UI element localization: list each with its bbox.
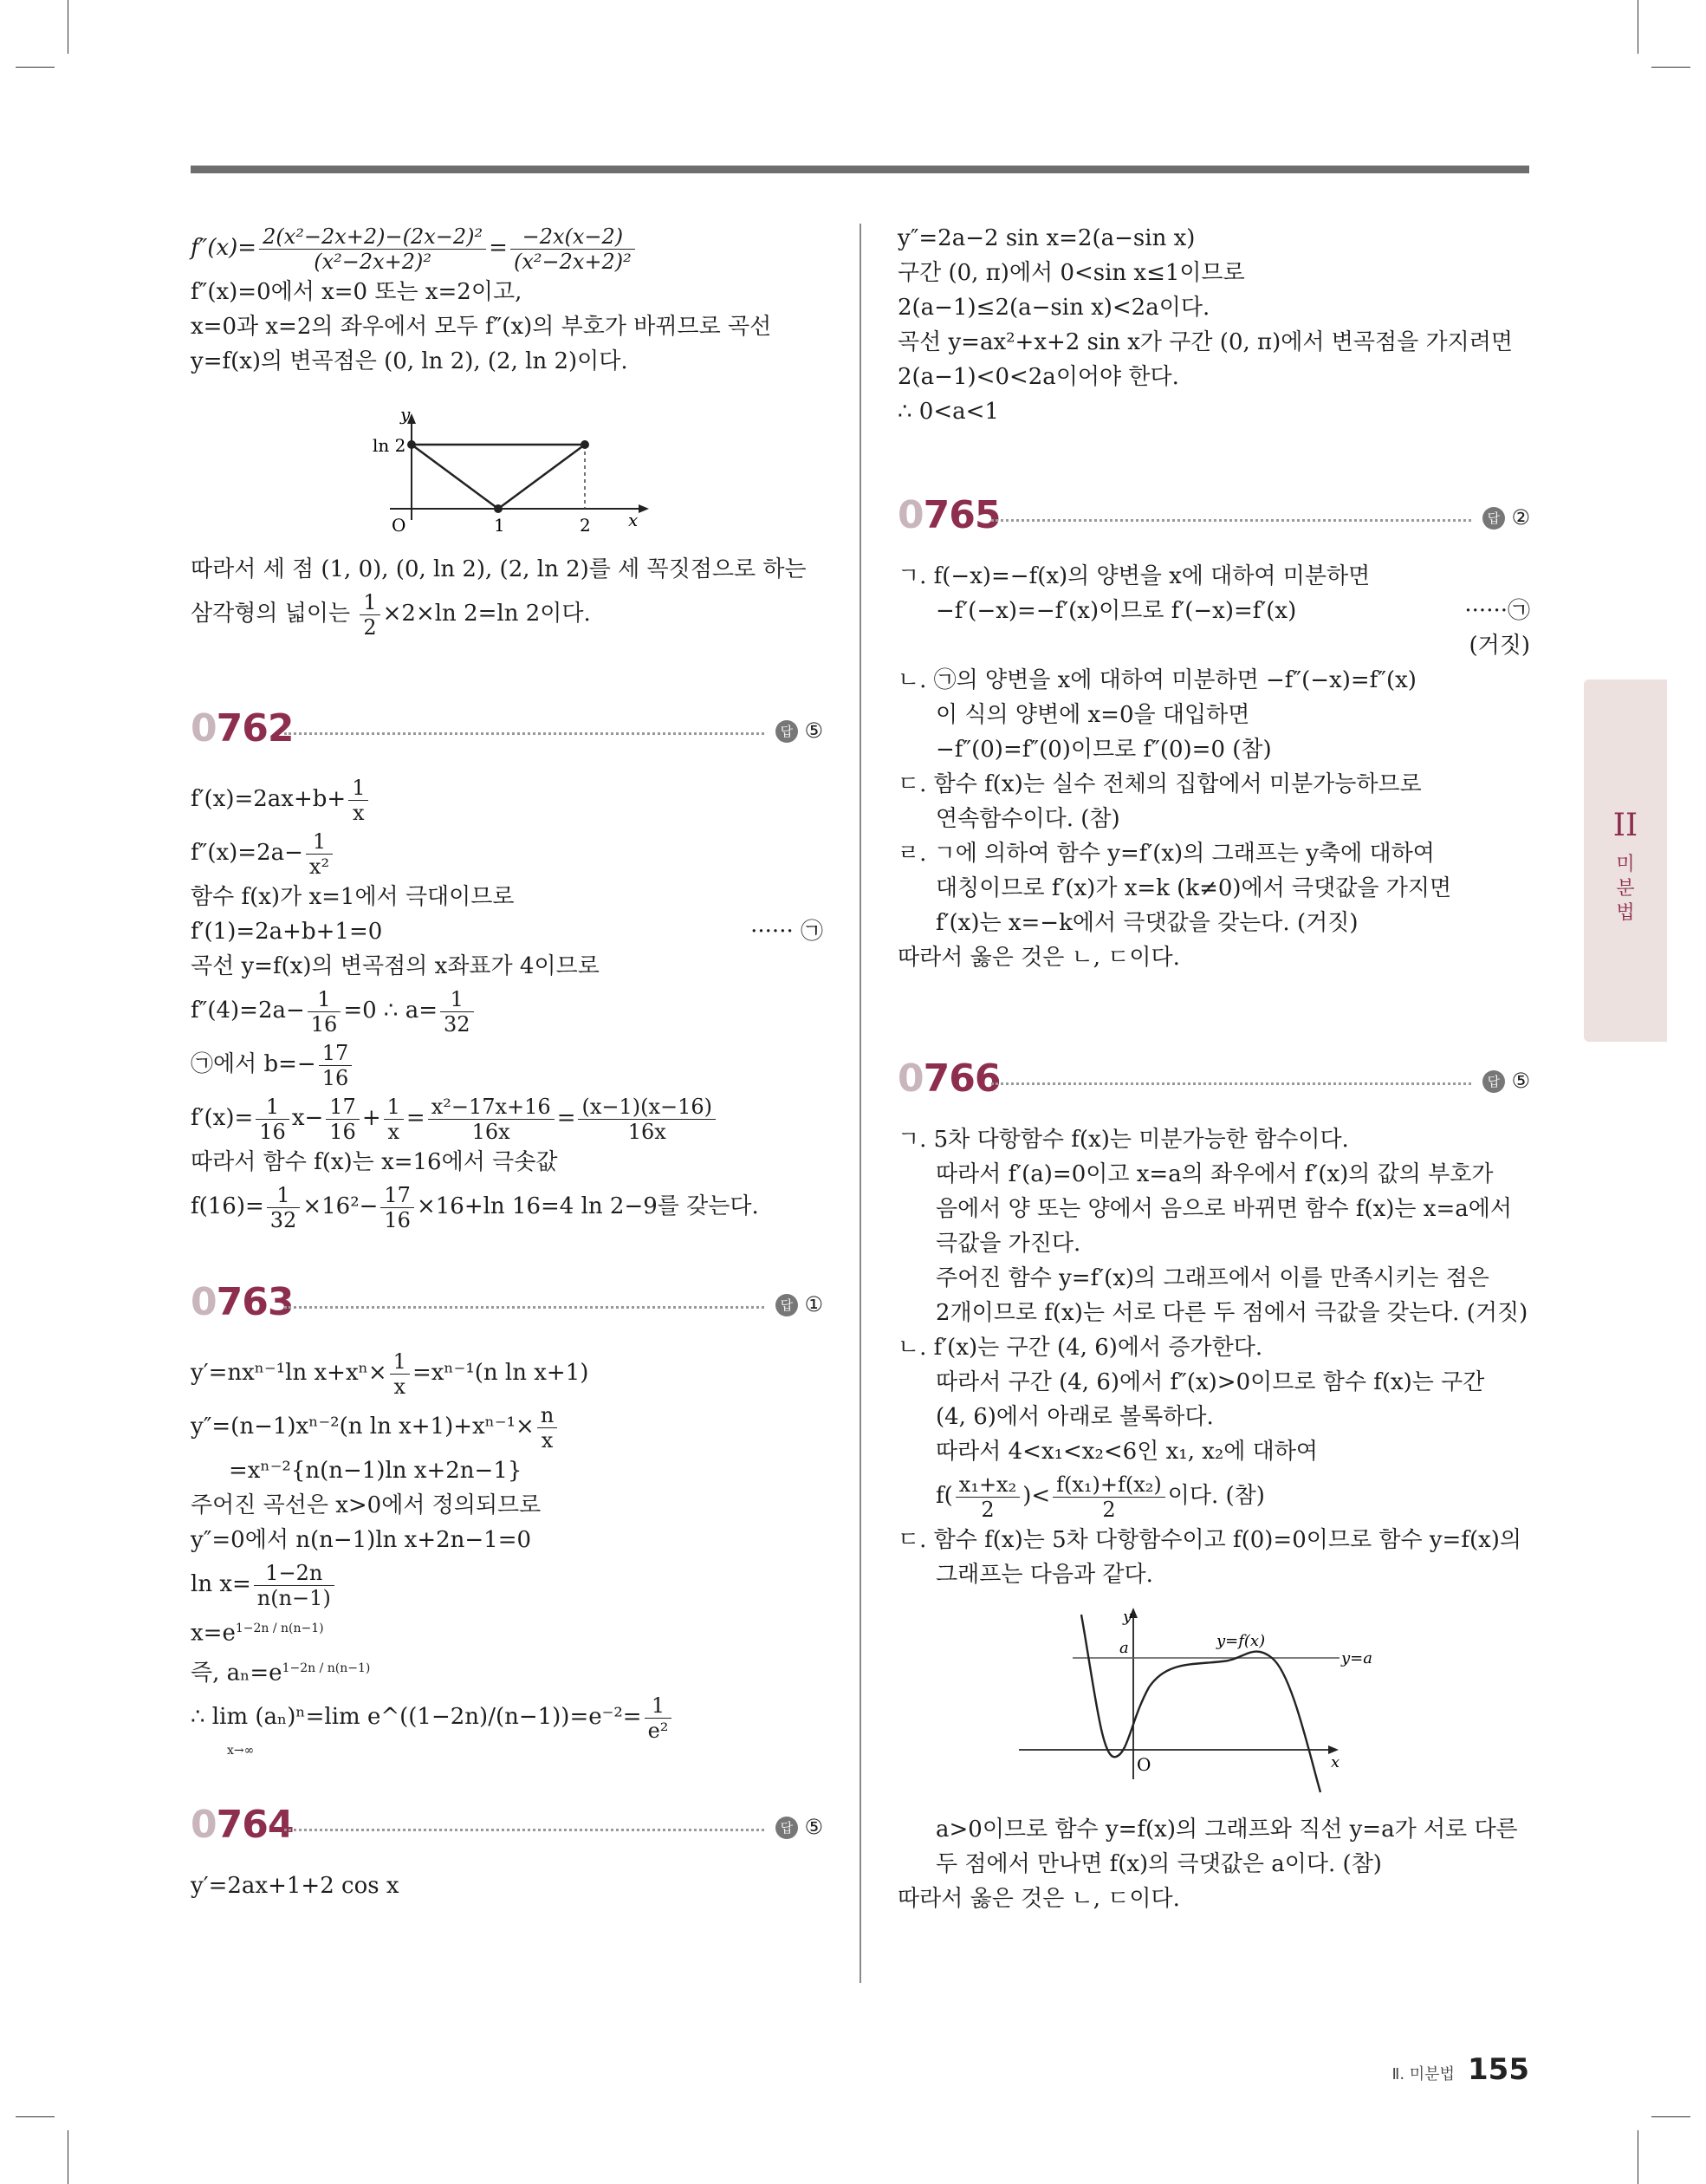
answer: 답 ⑤ xyxy=(775,1815,823,1839)
quintic-curve xyxy=(1081,1615,1320,1792)
limit-subscript: x→∞ xyxy=(227,1744,255,1758)
y-axis-label: y xyxy=(400,404,411,425)
text-line: (4, 6)에서 아래로 볼록하다. xyxy=(936,1404,1214,1430)
crop-mark xyxy=(1651,67,1690,68)
crop-mark xyxy=(1651,2116,1690,2117)
point-2-ln2 xyxy=(581,440,589,449)
text-line: ∴ 0<a<1 xyxy=(898,399,999,425)
text-line: 따라서 옳은 것은 ㄴ, ㄷ이다. xyxy=(898,945,1180,971)
text-line: 함수 f(x)가 x=1에서 극대이므로 xyxy=(191,884,515,910)
text-line: 음에서 양 또는 양에서 음으로 바뀌면 함수 f(x)는 x=a에서 xyxy=(936,1196,1512,1222)
problem-header-0764 xyxy=(191,1799,823,1860)
problem-header-0762 xyxy=(191,703,823,764)
text-line: ㄹ. ㄱ에 의하여 함수 y=f′(x)의 그래프는 y축에 대하여 xyxy=(898,841,1435,867)
text-line: x=0과 x=2의 좌우에서 모두 f″(x)의 부호가 바뀌므로 곡선 xyxy=(191,314,772,340)
right-column xyxy=(898,221,1530,1916)
chapter-title: 미 분 법 xyxy=(1616,854,1635,924)
math-line: ln x= $\frac{1-2n}{n(n-1)}$ xyxy=(191,1557,823,1611)
answer-badge: 답 xyxy=(1482,1070,1505,1093)
tick-1: 1 xyxy=(494,515,505,536)
crop-mark xyxy=(16,67,55,68)
dotted-leader xyxy=(284,1829,764,1831)
answer-badge: 답 xyxy=(1482,507,1505,530)
math-line: y′=nxⁿ⁻¹ln x+xⁿ× $\frac{1}{x}$ =xⁿ⁻¹(n ln x+1) xyxy=(191,1349,589,1399)
footer-chapter-label: Ⅱ. 미분법 xyxy=(1391,2065,1455,2083)
answer: 답 ⑤ xyxy=(775,718,823,743)
math-line: f′(x)=2ax+b+ $\frac{1}{x}$ xyxy=(191,772,823,826)
text-line: 곡선 y=f(x)의 변곡점의 x좌표가 4이므로 xyxy=(191,953,600,979)
text-line: y=f(x)의 변곡점은 (0, ln 2), (2, ln 2)이다. xyxy=(191,348,628,374)
text-line: 곡선 y=ax²+x+2 sin x가 구간 (0, π)에서 변곡점을 가지려면 xyxy=(898,329,1513,355)
answer: 답 ② xyxy=(1482,505,1530,530)
second-derivative-line: f″(x)= $\frac{\text{2(x²−2x+2)−(2x−2)²}}{\text{(x²−2x+2)²}}$ = $\frac{-2x(x-2)}{\text{(x²−2x+2)²}}$ xyxy=(191,221,823,275)
text-line: 따라서 함수 f(x)는 x=16에서 극솟값 xyxy=(191,1149,558,1175)
text-line: 주어진 함수 y=f′(x)의 그래프에서 이를 만족시키는 점은 xyxy=(936,1265,1489,1291)
triangle-graph xyxy=(191,386,823,542)
text-line: ㄴ. f′(x)는 구간 (4, 6)에서 증가한다. xyxy=(898,1335,1263,1361)
ln2-label: ln 2 xyxy=(373,435,406,456)
text-line: 두 점에서 만나면 f(x)의 극댓값은 a이다. (참) xyxy=(936,1851,1382,1877)
text-line: a>0이므로 함수 y=f(x)의 그래프와 직선 y=a가 서로 다른 xyxy=(936,1817,1518,1843)
problem-number: 0762 xyxy=(191,706,294,751)
text-line: ㄱ. 5차 다항함수 f(x)는 미분가능한 함수이다. xyxy=(898,1127,1349,1153)
text-line: 2(a−1)<0<2a이어야 한다. xyxy=(898,364,1179,390)
problem-number: 0763 xyxy=(191,1280,294,1324)
text-line: 따라서 옳은 것은 ㄴ, ㄷ이다. xyxy=(898,1886,1180,1912)
page-number: 155 xyxy=(1468,2052,1529,2087)
math-line: y′=2ax+1+2 cos x xyxy=(191,1873,399,1900)
point-0-ln2 xyxy=(407,440,416,449)
math-line: =xⁿ⁻²{n(n−1)ln x+2n−1} xyxy=(229,1458,522,1484)
problem-number: 0765 xyxy=(898,493,1001,537)
math-line: f′(1)=2a+b+1=0 ······ ㉠ xyxy=(191,919,823,945)
text-line: ㄷ. 함수 f(x)는 실수 전체의 집합에서 미분가능하므로 xyxy=(898,771,1422,797)
dotted-leader xyxy=(284,1306,764,1309)
quintic-graph-svg xyxy=(898,1597,1530,1805)
math-line: ∴ lim (aₙ)ⁿ=lim e^((1−2n)/(n−1))=e⁻²= $\frac{1}{\text{e²}}$ xyxy=(191,1690,823,1744)
text-line: ㄷ. 함수 f(x)는 5차 다항함수이고 f(0)=0이므로 함수 y=f(x)의 xyxy=(898,1527,1522,1553)
text-line: ㄴ. ㉠의 양변을 x에 대하여 미분하면 −f″(−x)=f″(x) xyxy=(898,667,1417,693)
text-line: (거짓) xyxy=(1469,633,1530,659)
problem-number: 0766 xyxy=(898,1056,1001,1101)
x-axis-label: x xyxy=(1331,1753,1340,1771)
text-line: 따라서 4<x₁<x₂<6인 x₁, x₂에 대하여 xyxy=(936,1439,1319,1465)
math-line: y″=(n−1)xⁿ⁻²(n ln x+1)+xⁿ⁻¹× $\frac{n}{x}$ xyxy=(191,1400,823,1453)
text-line: 따라서 f′(a)=0이고 x=a의 좌우에서 f′(x)의 값의 부호가 xyxy=(936,1161,1494,1187)
tick-2: 2 xyxy=(580,515,591,536)
answer-badge: 답 xyxy=(775,1294,798,1316)
crop-mark xyxy=(16,2116,55,2117)
triangle-right-edge xyxy=(498,445,585,509)
math-line: f″(x)=2a− $\frac{1}{\text{x²}}$ xyxy=(191,826,823,880)
answer: 답 ⑤ xyxy=(1482,1069,1530,1093)
math-line: f′(x)= $\frac{1}{16}$ x− $\frac{17}{16}$ + $\frac{1}{x}$ = $\frac{\text{x²−17x+16}}{16x}$ = $\frac{(x-1)(x-16)}{16x}$ xyxy=(191,1091,823,1145)
math-line: f(16)= $\frac{1}{32}$ ×16²− $\frac{17}{16}$ ×16+ln 16=4 ln 2−9를 갖는다. xyxy=(191,1182,759,1232)
x-axis-label: x xyxy=(628,510,639,530)
answer-badge: 답 xyxy=(775,720,798,743)
text-line: 극값을 가진다. xyxy=(936,1231,1081,1257)
dotted-leader xyxy=(991,519,1471,522)
dotted-leader xyxy=(284,732,764,735)
problem-header-0763 xyxy=(191,1277,823,1337)
text-line: 연속함수이다. (참) xyxy=(936,806,1120,832)
column-divider xyxy=(859,224,861,1983)
problem-header-0766 xyxy=(898,1053,1530,1114)
header-rule xyxy=(191,166,1529,173)
x-axis-arrow xyxy=(639,504,649,513)
math-line: f( $\frac{\text{x₁+x₂}}{2}$ )< $\frac{\text{f(x₁)+f(x₂)}}{2}$ 이다. (참) xyxy=(936,1472,1265,1522)
math-line: ㉠에서 b=− $\frac{17}{16}$ xyxy=(191,1037,823,1091)
quintic-graph xyxy=(898,1597,1530,1805)
a-label: a xyxy=(1119,1639,1129,1657)
text-line: f′(x)는 x=−k에서 극댓값을 갖는다. (거짓) xyxy=(936,910,1359,936)
page-footer xyxy=(1391,2052,1529,2087)
triangle-graph-plot xyxy=(191,386,814,542)
text-line: 주어진 곡선은 x>0에서 정의되므로 xyxy=(191,1492,542,1518)
text-line: f″(x)=0에서 x=0 또는 x=2이고, xyxy=(191,279,522,305)
text-line: 구간 (0, π)에서 0<sin x≤1이므로 xyxy=(898,260,1245,286)
text-line: −f″(0)=f″(0)이므로 f″(0)=0 (참) xyxy=(936,737,1272,763)
text-line: 2개이므로 f(x)는 서로 다른 두 점에서 극값을 갖는다. (거짓) xyxy=(936,1300,1528,1326)
answer: 답 ① xyxy=(775,1292,823,1316)
math-line: $x=e^{1-2n / n(n-1)}$ xyxy=(191,1620,324,1647)
chapter-side-tab xyxy=(1584,679,1667,1042)
text-line: 대칭이므로 f′(x)가 x=k (k≠0)에서 극댓값을 가지면 xyxy=(936,875,1452,901)
chapter-roman: II xyxy=(1612,808,1638,843)
left-column xyxy=(191,221,823,1903)
dotted-leader xyxy=(991,1082,1471,1085)
triangle-left-edge xyxy=(412,445,498,509)
math-line: y″=0에서 n(n−1)ln x+2n−1=0 xyxy=(191,1527,532,1553)
point-1-0 xyxy=(494,504,503,513)
text-line: 따라서 구간 (4, 6)에서 f″(x)>0이므로 함수 f(x)는 구간 xyxy=(936,1369,1485,1395)
origin-label: O xyxy=(1137,1754,1151,1775)
text-line: −f′(−x)=−f′(x)이므로 f′(−x)=f′(x) ······㉠ xyxy=(936,598,1530,624)
line-label: y=a xyxy=(1341,1649,1372,1667)
math-line: 즉, $a_n=e^{1-2n / n(n-1)}$ xyxy=(191,1660,371,1687)
text-line: 그래프는 다음과 같다. xyxy=(936,1562,1153,1588)
problem-number: 0764 xyxy=(191,1803,294,1848)
area-line: 삼각형의 넓이는 $\frac{1}{2}$ ×2×ln 2=ln 2이다. xyxy=(191,589,591,640)
curve-label: y=f(x) xyxy=(1216,1632,1266,1650)
text-line: y″=2a−2 sin x=2(a−sin x) xyxy=(898,225,1196,251)
math-line: f″(4)=2a− $\frac{1}{16}$ =0 ∴ a= $\frac{1}{32}$ xyxy=(191,984,823,1037)
text-line: 따라서 세 점 (1, 0), (0, ln 2), (2, ln 2)를 세 꼭짓점으로 하는 xyxy=(191,556,807,582)
problem-header-0765 xyxy=(898,490,1530,550)
answer-badge: 답 xyxy=(775,1817,798,1839)
y-axis-label: y xyxy=(1123,1608,1132,1626)
text-line: ㄱ. f(−x)=−f(x)의 양변을 x에 대하여 미분하면 xyxy=(898,563,1371,589)
origin-label: O xyxy=(392,515,406,536)
text-line: 2(a−1)≤2(a−sin x)<2a이다. xyxy=(898,295,1210,321)
text-line: 이 식의 양변에 x=0을 대입하면 xyxy=(936,702,1250,728)
